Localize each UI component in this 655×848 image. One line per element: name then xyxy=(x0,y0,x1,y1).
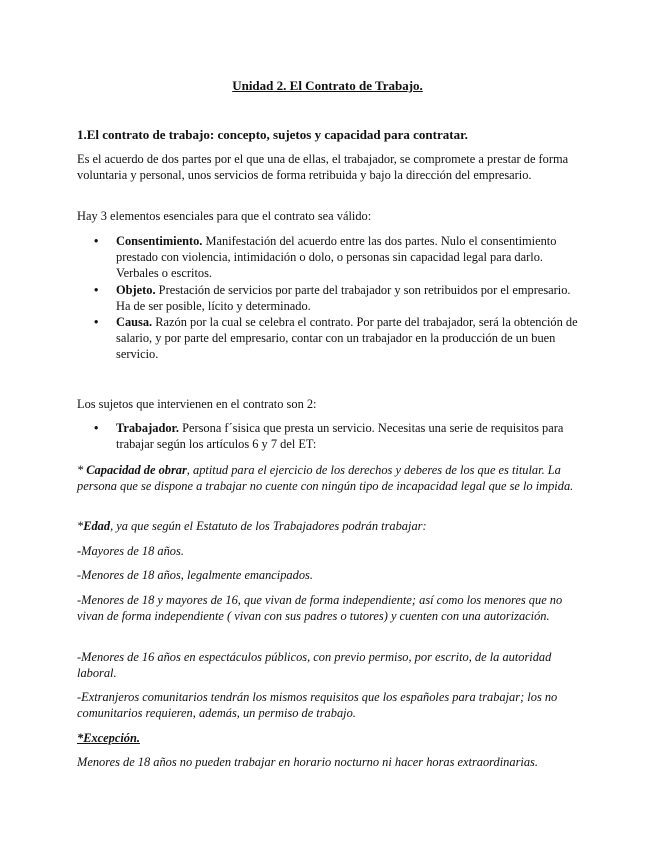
element-text: Manifestación del acuerdo entre las dos partes. Nulo el consentimiento prestado con violencia, intimidación o dolo, o personas sin capacidad legal para darlo. Verbales o escritos. xyxy=(116,234,557,281)
exception-text: Menores de 18 años no pueden trabajar en horario nocturno ni hacer horas extraordinarias. xyxy=(77,755,538,769)
section-heading: 1.El contrato de trabajo: concepto, sujetos y capacidad para contratar. xyxy=(77,127,468,142)
document-title: Unidad 2. El Contrato de Trabajo. xyxy=(232,78,423,93)
bullet-icon: • xyxy=(94,421,99,435)
list-item xyxy=(77,420,582,452)
age-item-text: Mayores de 18 años. xyxy=(81,544,184,558)
list-item xyxy=(77,314,582,363)
elements-list xyxy=(77,233,582,363)
bullet-icon: • xyxy=(94,234,99,248)
age-item-5: -Extranjeros comunitarios tendrán los mismos requisitos que los españoles para trabajar; los no comunitarios requieren, además, un permiso de trabajo. xyxy=(77,690,558,721)
age-item-2: -Menores de 18 años, legalmente emancipados. xyxy=(77,568,313,582)
list-item xyxy=(77,282,582,314)
exception-label: *Excepción. xyxy=(77,731,140,745)
definition-paragraph: Es el acuerdo de dos partes por el que una de ellas, el trabajador, se compromete a prestar de forma voluntaria y personal, unos servicios de forma retribuida y bajo la dirección del empresario. xyxy=(77,152,569,183)
age-term: Edad xyxy=(83,519,111,533)
element-term: Objeto. xyxy=(116,282,156,297)
capacity-term: Capacidad de obrar xyxy=(86,463,187,477)
elements-intro: Hay 3 elementos esenciales para que el contrato sea válido: xyxy=(77,209,372,223)
subjects-intro: Los sujetos que intervienen en el contrato son 2: xyxy=(77,397,317,411)
capacity-paragraph xyxy=(77,462,582,494)
list-item xyxy=(77,233,582,282)
age-text: , ya que según el Estatuto de los Trabajadores podrán trabajar: xyxy=(110,519,427,533)
age-lead: * xyxy=(77,519,84,533)
age-item-4: -Menores de 16 años en espectáculos públicos, con previo permiso, por escrito, de la autoridad laboral. xyxy=(77,650,552,681)
age-item-3: -Menores de 18 y mayores de 16, que vivan de forma independiente; así como los menores que no vivan de forma independiente ( vivan con sus padres o tutores) y cuenten con una autorización. xyxy=(77,593,563,624)
element-text: Razón por la cual se celebra el contrato. Por parte del trabajador, será la obtención de salario, y por parte del empresario, contar con un trabajador en la producción de un buen servicio. xyxy=(116,315,578,362)
element-term: Consentimiento. xyxy=(116,234,203,248)
subject-term: Trabajador. xyxy=(116,421,179,435)
subject-text: Persona f´sisica que presta un servicio. Necesitas una serie de requisitos para trabajar según los artículos 6 y 7 del ET: xyxy=(116,421,564,452)
age-item-dash: - xyxy=(77,544,82,558)
capacity-lead: * xyxy=(77,463,87,477)
element-text: Prestación de servicios por parte del trabajador y son retribuidos por el empresario. Ha de ser posible, lícito y determinado. xyxy=(116,282,571,313)
age-paragraph xyxy=(77,518,582,534)
age-item-1 xyxy=(77,543,582,559)
bullet-icon: • xyxy=(94,315,99,330)
bullet-icon: • xyxy=(94,282,99,297)
subjects-list xyxy=(77,420,582,452)
element-term: Causa. xyxy=(116,315,153,330)
capacity-text: , aptitud para el ejercicio de los derechos y deberes de los que es titular. La persona que se dispone a trabajar no cuente con ningún tipo de incapacidad legal que se lo impida. xyxy=(77,463,574,494)
